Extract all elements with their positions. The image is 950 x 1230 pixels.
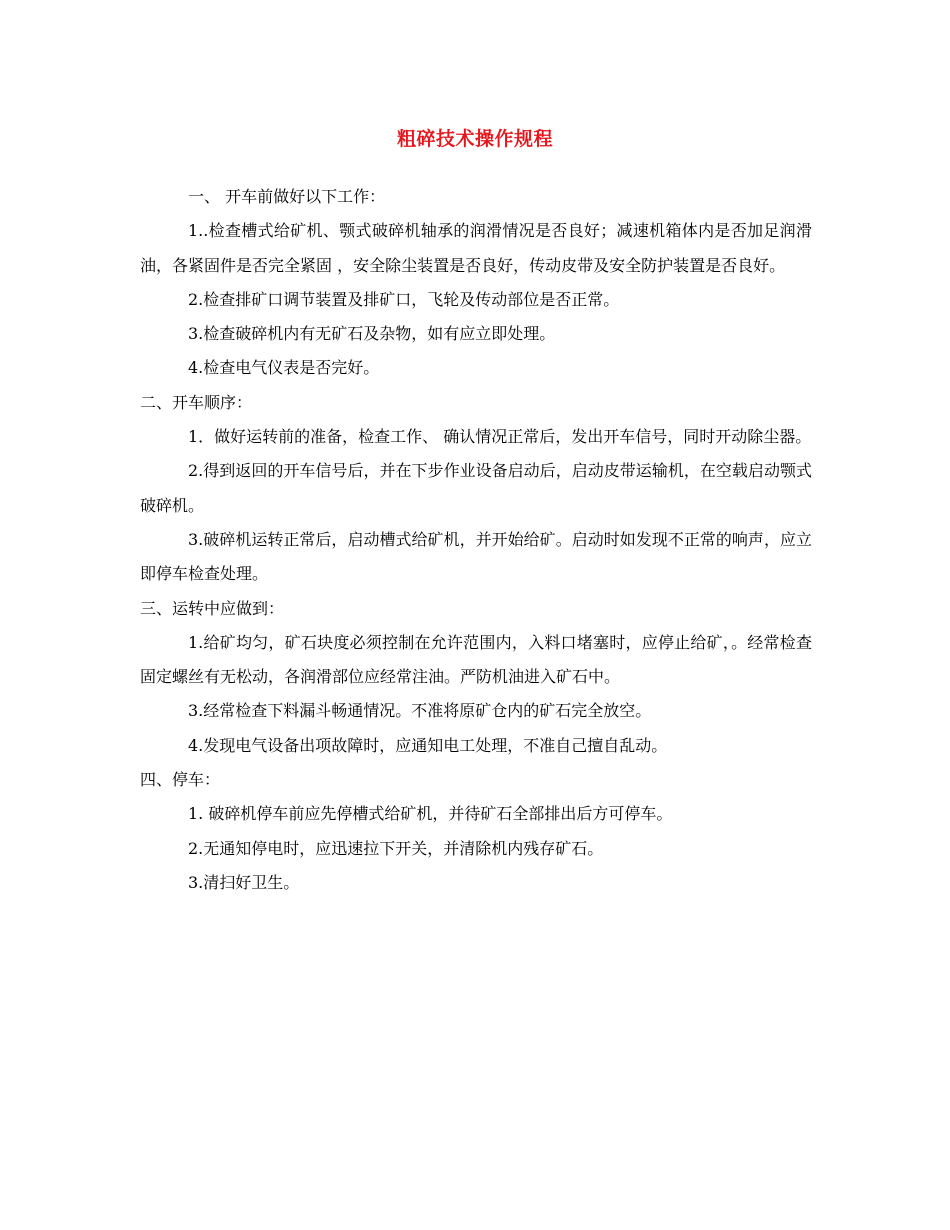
section-3-item-3: 4.发现电气设备出项故障时，应通知电工处理，不准自己擅自乱动。 — [188, 735, 668, 755]
section-heading-2: 二、开车顺序： — [140, 392, 253, 412]
section-4-item-3: 3.清扫好卫生。 — [188, 872, 300, 892]
section-1-item-2: 2.检查排矿口调节装置及排矿口，飞轮及传动部位是否正常。 — [188, 289, 620, 309]
section-1-item-1: 1..检查槽式给矿机、颚式破碎机轴承的润滑情况是否良好；减速机箱体内是否加足润滑油，各紧固件是否完全紧固 ，安全除尘装置是否良好，传动皮带及安全防护装置是否良好。 — [140, 221, 812, 275]
section-1-item-3: 3.检查破碎机内有无矿石及杂物，如有应立即处理。 — [188, 324, 556, 344]
section-3-item-2: 3.经常检查下料漏斗畅通情况。不准将原矿仓内的矿石完全放空。 — [188, 701, 652, 721]
section-2-item-3: 3.破碎机运转正常后，启动槽式给矿机，并开始给矿。启动时如发现不正常的响声，应立即停车检查处理。 — [140, 529, 812, 584]
section-4-item-1: 1. 破碎机停车前应先停槽式给矿机，并待矿石全部排出后方可停车。 — [188, 804, 673, 824]
section-heading-3: 三、运转中应做到： — [140, 598, 285, 618]
section-heading-4: 四、停车： — [140, 770, 221, 790]
document-body — [140, 180, 812, 900]
section-2-item-2: 2.得到返回的开车信号后，并在下步作业设备启动后，启动皮带运输机，在空载启动颚式破碎机。 — [140, 461, 812, 515]
section-3-item-1: 1.给矿均匀，矿石块度必须控制在允许范围内，入料口堵塞时，应停止给矿，。经常检查固定螺丝有无松动，各润滑部位应经常注油。严防机油进入矿石中。 — [140, 632, 812, 687]
section-4-item-2: 2.无通知停电时，应迅速拉下开关，并清除机内残存矿石。 — [188, 838, 604, 858]
section-2-item-1: 1．做好运转前的准备，检查工作、 确认情况正常后，发出开车信号，同时开动除尘器。 — [188, 427, 812, 447]
section-heading-1: 一、 开车前做好以下工作： — [188, 187, 386, 206]
document-title: 粗碎技术操作规程 — [396, 128, 553, 150]
section-1-item-4: 4.检查电气仪表是否完好。 — [188, 358, 380, 378]
